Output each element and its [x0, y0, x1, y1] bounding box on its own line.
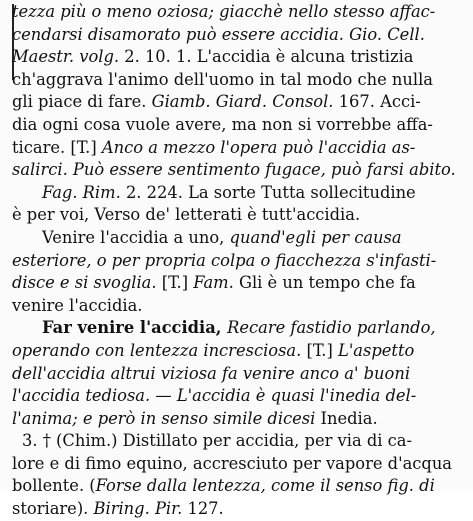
text-line [12, 475, 464, 498]
text-line [12, 1, 464, 24]
text-segment: Gli è un tempo che fa [233, 273, 416, 293]
text-segment: esteriore, o per propria colpa o fiacchezza s'infasti- [12, 250, 437, 270]
text-line [12, 408, 464, 431]
text-segment: Far venire l'accidia, [42, 318, 228, 338]
text-segment: venire l'accidia. [12, 295, 143, 315]
text-segment: 127. [182, 499, 224, 519]
text-segment: salirci. Può essere sentimento fugace, può farsi abito. [12, 160, 456, 180]
text-segment: quand'egli per causa [229, 227, 402, 247]
text-line [12, 498, 464, 521]
text-line [12, 250, 464, 273]
text-line [12, 182, 464, 205]
text-segment: 167. Acci- [333, 92, 421, 112]
text-line [12, 137, 464, 160]
text-segment: Venire l'accidia a uno, [42, 227, 230, 247]
text-line [12, 204, 464, 227]
text-line [12, 69, 464, 92]
text-line [12, 159, 464, 182]
text-segment: Anco a mezzo l'opera può l'accidia as- [101, 137, 416, 157]
text-line [12, 295, 464, 318]
text-segment: dia ogni cosa vuole avere, ma non si vorrebbe affa- [12, 114, 433, 134]
text-segment: storiare). [12, 499, 89, 519]
text-line [12, 317, 464, 340]
text-segment: bollente. ( [12, 476, 96, 496]
text-line [12, 227, 464, 250]
text-segment: [T.] [156, 273, 194, 293]
text-segment: 2. 10. 1. L'accidia è alcuna tristizia [119, 47, 414, 67]
text-segment: Inedia. [315, 408, 378, 428]
text-line [12, 340, 464, 363]
text-segment: 3. † (Chim.) Distillato per accidia, per via di ca- [22, 431, 412, 451]
text-line [12, 272, 464, 295]
text-segment: Gio. Cell. [349, 24, 425, 44]
text-segment: Biring. Pir. [88, 499, 183, 519]
text-segment: cendarsi disamorato può essere accidia. [12, 24, 350, 44]
text-segment: ticare. [T.] [12, 137, 102, 157]
text-line [12, 46, 464, 69]
text-line [12, 114, 464, 137]
text-segment: l'accidia tediosa. — L'accidia è quasi l'inedia del- [12, 386, 417, 406]
text-segment: disce e si svoglia. [12, 273, 157, 293]
text-segment: L'aspetto [338, 340, 415, 360]
text-segment: Fag. Rim. [42, 182, 121, 202]
text-line [12, 91, 464, 114]
entry-text [12, 1, 464, 521]
text-line [12, 24, 464, 47]
text-segment: ch'aggrava l'animo dell'uomo in tal modo che nulla [12, 69, 433, 89]
text-line [12, 385, 464, 408]
text-segment: l'anima; e però in senso simile dicesi [12, 408, 316, 428]
text-segment: tezza più o meno oziosa; giacchè nello stesso affac- [12, 2, 436, 21]
text-segment: Maestr. volg. [12, 47, 120, 67]
text-segment: Giamb. Giard. Consol. [151, 92, 334, 112]
text-segment: gli piace di fare. [12, 92, 152, 112]
text-segment: Forse dalla lentezza, come il senso fig. di [95, 476, 435, 496]
text-segment: 2. 224. La sorte Tutta sollecitudine [120, 182, 416, 202]
text-line [12, 430, 464, 453]
text-segment: dell'accidia altrui viziosa fa venire anco a' buoni [12, 363, 411, 383]
text-segment: lore e di fimo equino, accresciuto per vapore d'acqua [12, 453, 453, 473]
text-segment: [T.] [301, 340, 339, 360]
text-segment: Fam. [193, 273, 234, 293]
text-line [12, 363, 464, 386]
text-line [12, 453, 464, 476]
text-segment: operando con lentezza incresciosa. [12, 340, 302, 360]
text-segment: Recare fastidio parlando, [227, 318, 436, 338]
text-segment: è per voi, Verso de' letterati è tutt'accidia. [12, 205, 361, 225]
